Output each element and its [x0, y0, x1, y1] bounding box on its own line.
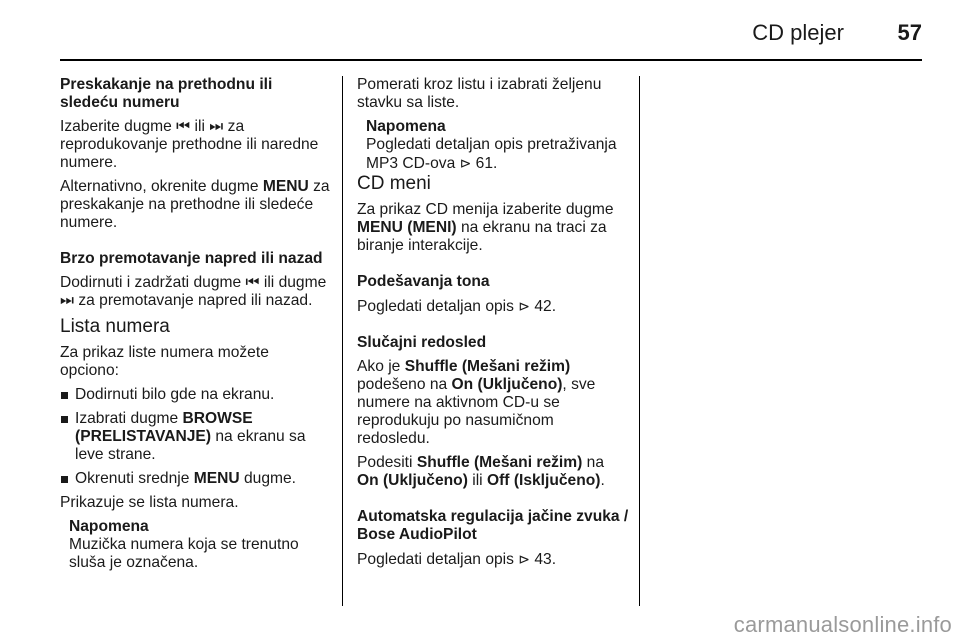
note-box — [366, 118, 629, 173]
heading-track-list: Lista numera — [60, 316, 170, 337]
heading-skip-track: Preskakanje na prethodnu ili sledeću numeru — [60, 76, 273, 111]
text: za reprodukovanje prethodne ili naredne numere. — [60, 118, 319, 171]
note-heading: Napomena — [69, 518, 149, 535]
menu-term: MENU — [193, 470, 240, 487]
page-number: 57 — [897, 20, 922, 45]
text: podešeno na — [357, 376, 452, 393]
note-heading: Napomena — [366, 118, 446, 135]
paragraph-scroll-list: Pomerati kroz listu i izabrati željenu stavku sa liste. — [357, 76, 602, 111]
paragraph-shuffle-1 — [357, 358, 629, 448]
text: Pogledati detaljan opis pretraživanja MP3 CD-ova — [366, 136, 617, 172]
list-item — [60, 470, 332, 488]
text: . — [600, 472, 605, 489]
paragraph-auto-volume — [357, 550, 629, 569]
paragraph-cd-menu — [357, 201, 629, 255]
text: ili — [467, 472, 487, 489]
paragraph-track-list-intro: Za prikaz liste numera možete opciono: — [60, 344, 269, 379]
text: Ako je — [357, 358, 405, 375]
browse-term: BROWSE (PRELISTAVANJE) — [75, 410, 253, 445]
right-column — [357, 76, 629, 575]
previous-track-icon: ⏮ — [245, 274, 260, 291]
note-box — [69, 518, 332, 572]
watermark: carmanualsonline.info — [733, 612, 952, 637]
paragraph-shuffle-2 — [357, 454, 629, 490]
page-reference-icon: ⊳ — [518, 551, 530, 567]
list-item — [60, 410, 332, 464]
paragraph-skip-menu — [60, 178, 332, 232]
previous-track-icon: ⏮ — [176, 118, 191, 135]
page-reference-icon: ⊳ — [518, 298, 530, 314]
next-track-icon: ⏭ — [209, 118, 224, 135]
heading-auto-volume: Automatska regulacija jačine zvuka / Bose AudioPilot — [357, 508, 629, 543]
text: za premotavanje napred ili nazad. — [74, 292, 313, 309]
heading-cd-menu: CD meni — [357, 173, 431, 194]
text: na ekranu sa leve strane. — [75, 428, 306, 463]
heading-fast-forward: Brzo premotavanje napred ili nazad — [60, 250, 323, 267]
text: Izaberite dugme — [60, 118, 177, 135]
column-divider-1 — [342, 76, 343, 606]
paragraph-skip-buttons — [60, 118, 332, 172]
heading-shuffle: Slučajni redosled — [357, 334, 487, 351]
column-divider-2 — [639, 76, 640, 606]
text: Za prikaz CD menija izaberite dugme — [357, 201, 614, 218]
text: na — [582, 454, 604, 471]
next-track-icon: ⏭ — [60, 292, 75, 309]
text: za preskakanje na prethodne ili sledeće numere. — [60, 178, 330, 231]
text: na ekranu na traci za biranje interakcije. — [357, 219, 607, 254]
header-divider — [60, 59, 922, 61]
text: Podesiti — [357, 454, 417, 471]
text: Okrenuti srednje — [75, 470, 194, 487]
menu-term: MENU (MENI) — [357, 219, 457, 236]
left-column — [60, 76, 332, 572]
text: ili — [190, 118, 210, 135]
text: Alternativno, okrenite dugme — [60, 178, 263, 195]
on-term: On (Uključeno) — [451, 376, 563, 393]
page-header — [0, 0, 960, 62]
text: ili dugme — [259, 274, 327, 291]
page-reference: 43. — [534, 551, 557, 568]
text: , sve numere na aktivnom CD-u se reprodukuju po nasumičnom redosledu. — [357, 376, 596, 447]
shuffle-term: Shuffle (Mešani režim) — [404, 358, 571, 375]
note-text: Muzička numera koja se trenutno sluša je označena. — [69, 536, 299, 571]
text: Dodirnuti i zadržati dugme — [60, 274, 246, 291]
note-text — [366, 136, 629, 173]
page-reference-icon: ⊳ — [459, 155, 472, 171]
paragraph-fast-forward — [60, 274, 332, 310]
section-title: CD plejer — [752, 20, 844, 45]
menu-term: MENU — [262, 178, 309, 195]
paragraph-list-shown: Prikazuje se lista numera. — [60, 494, 239, 511]
on-term: On (Uključeno) — [357, 472, 468, 489]
text: dugme. — [239, 470, 297, 487]
off-term: Off (Isključeno) — [486, 472, 601, 489]
text: Pogledati detaljan opis — [357, 298, 519, 315]
text: Pogledati detaljan opis — [357, 551, 519, 568]
page-reference: 42. — [534, 298, 557, 315]
list-item: Dodirnuti bilo gde na ekranu. — [60, 386, 332, 404]
page-reference: 61. — [475, 155, 498, 172]
heading-tone-settings: Podešavanja tona — [357, 273, 490, 290]
text: Izabrati dugme — [75, 410, 183, 427]
shuffle-term: Shuffle (Mešani režim) — [416, 454, 583, 471]
paragraph-tone-settings — [357, 297, 629, 316]
